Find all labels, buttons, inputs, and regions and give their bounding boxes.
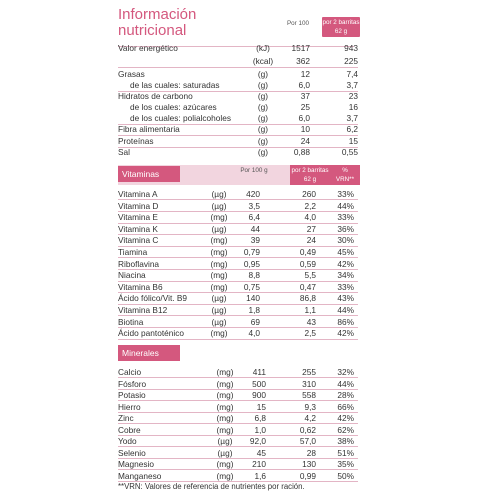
min-row-v100: 1,0: [254, 424, 266, 435]
min-row-pct: 32%: [337, 367, 354, 377]
vit-row-unit: (µg): [211, 316, 227, 327]
vit-row-v100: 69: [250, 316, 260, 327]
page-title: Información nutricional: [118, 6, 197, 39]
vit-row-name: Tiamina: [118, 247, 148, 257]
vit-row-unit: (mg): [210, 270, 228, 281]
vit-row-unit: (mg): [210, 235, 228, 246]
vit-row-pct: 33%: [337, 281, 354, 292]
min-row-pct: 44%: [337, 378, 354, 389]
vit-row-portion: 43: [306, 316, 316, 327]
min-row-name: Zinc: [118, 413, 134, 423]
min-row-v100: 92,0: [249, 436, 266, 446]
vit-pct-line2: VRN**: [335, 176, 355, 183]
vit-row-name: Vitamina E: [118, 212, 158, 223]
main-row-portion: 15: [348, 136, 358, 146]
vit-row-pct: 42%: [337, 328, 354, 339]
min-row-pct: 38%: [337, 436, 354, 446]
main-row-name: de los cuales: azúcares: [130, 102, 217, 112]
min-row-pct: 42%: [337, 413, 354, 423]
main-row-portion: 0,55: [341, 147, 358, 157]
min-row-v100: 6,8: [254, 413, 266, 423]
vit-row-unit: (mg): [210, 247, 228, 257]
vit-row-name: Vitamina A: [118, 189, 158, 199]
vit-portion-line2: 62 g: [303, 176, 317, 183]
vit-row-unit: (mg): [210, 281, 228, 292]
min-row-unit: (mg): [216, 401, 234, 412]
main-row-portion: 943: [344, 43, 358, 53]
main-row-portion: 23: [348, 91, 358, 101]
vit-row-pct: 44%: [337, 305, 354, 315]
col-100-label: Por 100: [286, 20, 310, 27]
main-row-unit: (g): [257, 80, 269, 90]
min-row-portion: 4,2: [304, 413, 316, 423]
main-row-portion: 225: [344, 56, 358, 66]
vit-col-100: Por 100 g: [240, 167, 268, 174]
min-row-unit: (µg): [217, 447, 233, 458]
vit-row-pct: 33%: [337, 189, 354, 199]
row-divider: [118, 67, 358, 68]
min-row-v100: 900: [252, 390, 266, 400]
min-row-name: Yodo: [118, 436, 137, 446]
min-row-v100: 1,6: [254, 470, 266, 481]
main-row-v100: 10: [300, 124, 310, 134]
min-row-name: Potasio: [118, 390, 146, 400]
vit-row-name: Vitamina B6: [118, 281, 163, 292]
vit-row-portion: 5,5: [304, 270, 316, 281]
vit-row-v100: 44: [250, 223, 260, 234]
main-row-name: Valor energético: [118, 43, 178, 53]
main-row-v100: 25: [300, 102, 310, 112]
vit-row-pct: 43%: [337, 293, 354, 304]
main-row-portion: 3,7: [346, 80, 358, 90]
main-row-name: Grasas: [118, 69, 145, 79]
main-row-v100: 12: [300, 69, 310, 79]
main-row-unit: (g): [257, 136, 269, 146]
vit-row-name: Niacina: [118, 270, 146, 281]
min-row-portion: 255: [302, 367, 316, 377]
main-row-name: de los cuales: polialcoholes: [130, 113, 232, 123]
min-row-v100: 45: [256, 447, 266, 458]
min-row-name: Calcio: [118, 367, 142, 377]
min-row-v100: 210: [252, 459, 266, 469]
portion-line2: 62 g: [334, 28, 348, 35]
main-row-v100: 6,0: [298, 113, 310, 123]
vit-row-pct: 44%: [337, 200, 354, 211]
vit-row-pct: 42%: [337, 258, 354, 269]
main-row-unit: (kcal): [252, 56, 274, 66]
vit-row-name: Vitamina C: [118, 235, 159, 246]
min-row-v100: 411: [252, 367, 266, 377]
vitamins-heading: Vitaminas: [118, 166, 180, 182]
min-row-portion: 9,3: [304, 401, 316, 412]
vit-row-portion: 1,1: [304, 305, 316, 315]
main-row-name: Fibra alimentaria: [118, 124, 180, 134]
min-row-portion: 0,99: [299, 470, 316, 481]
vit-row-v100: 140: [246, 293, 260, 304]
vit-row-pct: 86%: [337, 316, 354, 327]
min-row-name: Manganeso: [118, 470, 162, 481]
min-row-name: Selenio: [118, 447, 146, 458]
vit-row-name: Vitamina B12: [118, 305, 168, 315]
vit-row-v100: 1,8: [248, 305, 260, 315]
vit-row-v100: 39: [250, 235, 260, 246]
vit-row-pct: 36%: [337, 223, 354, 234]
vit-row-v100: 8,8: [248, 270, 260, 281]
vit-row-name: Vitamina K: [118, 223, 158, 234]
vit-row-unit: (mg): [210, 212, 228, 223]
main-row-portion: 7,4: [346, 69, 358, 79]
main-row-v100: 37: [300, 91, 310, 101]
main-row-unit: (g): [257, 113, 269, 123]
footnote: **VRN: Valores de referencia de nutrientes por ración.: [118, 482, 305, 491]
main-row-portion: 3,7: [346, 113, 358, 123]
main-row-name: Hidratos de carbono: [118, 91, 193, 101]
main-row-v100: 0,88: [293, 147, 310, 157]
vit-row-unit: (µg): [211, 189, 227, 199]
vit-row-portion: 0,59: [299, 258, 316, 269]
vit-row-portion: 2,2: [304, 200, 316, 211]
min-row-pct: 28%: [337, 390, 354, 400]
vit-row-portion: 86,8: [299, 293, 316, 304]
minerals-heading: Minerales: [118, 345, 180, 361]
main-row-portion: 6,2: [346, 124, 358, 134]
vit-row-name: Biotina: [118, 316, 144, 327]
portion-line1: por 2 barritas: [322, 19, 360, 26]
vit-row-unit: (µg): [211, 305, 227, 315]
min-row-name: Hierro: [118, 401, 141, 412]
min-row-portion: 558: [302, 390, 316, 400]
min-row-portion: 57,0: [299, 436, 316, 446]
main-row-unit: (g): [257, 69, 269, 79]
min-row-pct: 50%: [337, 470, 354, 481]
main-row-v100: 1517: [291, 43, 310, 53]
min-row-v100: 15: [256, 401, 266, 412]
min-row-portion: 130: [302, 459, 316, 469]
min-row-unit: (µg): [217, 436, 233, 446]
min-row-pct: 51%: [337, 447, 354, 458]
vit-row-portion: 260: [302, 189, 316, 199]
min-row-unit: (mg): [216, 413, 234, 423]
portion-header: [322, 17, 360, 37]
main-row-name: Sal: [118, 147, 130, 157]
vit-row-v100: 0,95: [243, 258, 260, 269]
min-row-unit: (mg): [216, 367, 234, 377]
vit-row-pct: 45%: [337, 247, 354, 257]
vit-row-portion: 0,49: [299, 247, 316, 257]
vit-row-pct: 33%: [337, 212, 354, 223]
vit-row-portion: 2,5: [304, 328, 316, 339]
min-row-v100: 500: [252, 378, 266, 389]
min-row-unit: (mg): [216, 459, 234, 469]
main-row-unit: (kJ): [256, 43, 270, 53]
vit-row-portion: 0,47: [299, 281, 316, 292]
min-row-portion: 0,62: [299, 424, 316, 435]
min-row-name: Fósforo: [118, 378, 147, 389]
vit-row-v100: 0,79: [243, 247, 260, 257]
vit-row-name: Ácido pantoténico: [118, 328, 184, 339]
vit-portion-line1: por 2 barritas: [291, 167, 329, 174]
main-row-portion: 16: [348, 102, 358, 112]
min-row-unit: (mg): [216, 378, 234, 389]
vit-row-name: Vitamina D: [118, 200, 159, 211]
vit-row-pct: 30%: [337, 235, 354, 246]
main-row-unit: (g): [257, 102, 269, 112]
vit-row-portion: 24: [306, 235, 316, 246]
min-row-unit: (mg): [216, 470, 234, 481]
min-row-pct: 66%: [337, 401, 354, 412]
vit-row-unit: (µg): [211, 223, 227, 234]
min-row-pct: 62%: [337, 424, 354, 435]
vit-row-v100: 0,75: [243, 281, 260, 292]
vit-row-unit: (mg): [210, 258, 228, 269]
vit-row-pct: 34%: [337, 270, 354, 281]
main-row-unit: (g): [257, 124, 269, 134]
vit-row-v100: 3,5: [248, 200, 260, 211]
min-row-name: Magnesio: [118, 459, 154, 469]
vit-row-unit: (mg): [210, 328, 228, 339]
vit-portion-header: [290, 165, 360, 185]
main-row-v100: 6,0: [298, 80, 310, 90]
vit-row-v100: 6,4: [248, 212, 260, 223]
min-row-unit: (mg): [216, 424, 234, 435]
main-row-v100: 362: [296, 56, 310, 66]
vit-row-unit: (µg): [211, 293, 227, 304]
vit-pct-line1: %: [342, 167, 348, 174]
min-row-portion: 310: [302, 378, 316, 389]
main-row-unit: (g): [257, 91, 269, 101]
vit-row-v100: 420: [246, 189, 260, 199]
vit-row-name: Riboflavina: [118, 258, 160, 269]
row-divider: [118, 339, 358, 340]
vit-row-unit: (µg): [211, 200, 227, 211]
main-row-unit: (g): [257, 147, 269, 157]
main-row-name: de las cuales: saturadas: [130, 80, 220, 90]
vit-row-name: Ácido fólico/Vit. B9: [118, 293, 188, 304]
min-row-pct: 35%: [337, 459, 354, 469]
min-row-name: Cobre: [118, 424, 141, 435]
min-row-unit: (mg): [216, 390, 234, 400]
main-row-v100: 24: [300, 136, 310, 146]
min-row-portion: 28: [306, 447, 316, 458]
main-row-name: Proteínas: [118, 136, 154, 146]
vit-row-portion: 27: [306, 223, 316, 234]
vit-row-portion: 4,0: [304, 212, 316, 223]
vit-row-v100: 4,0: [248, 328, 260, 339]
